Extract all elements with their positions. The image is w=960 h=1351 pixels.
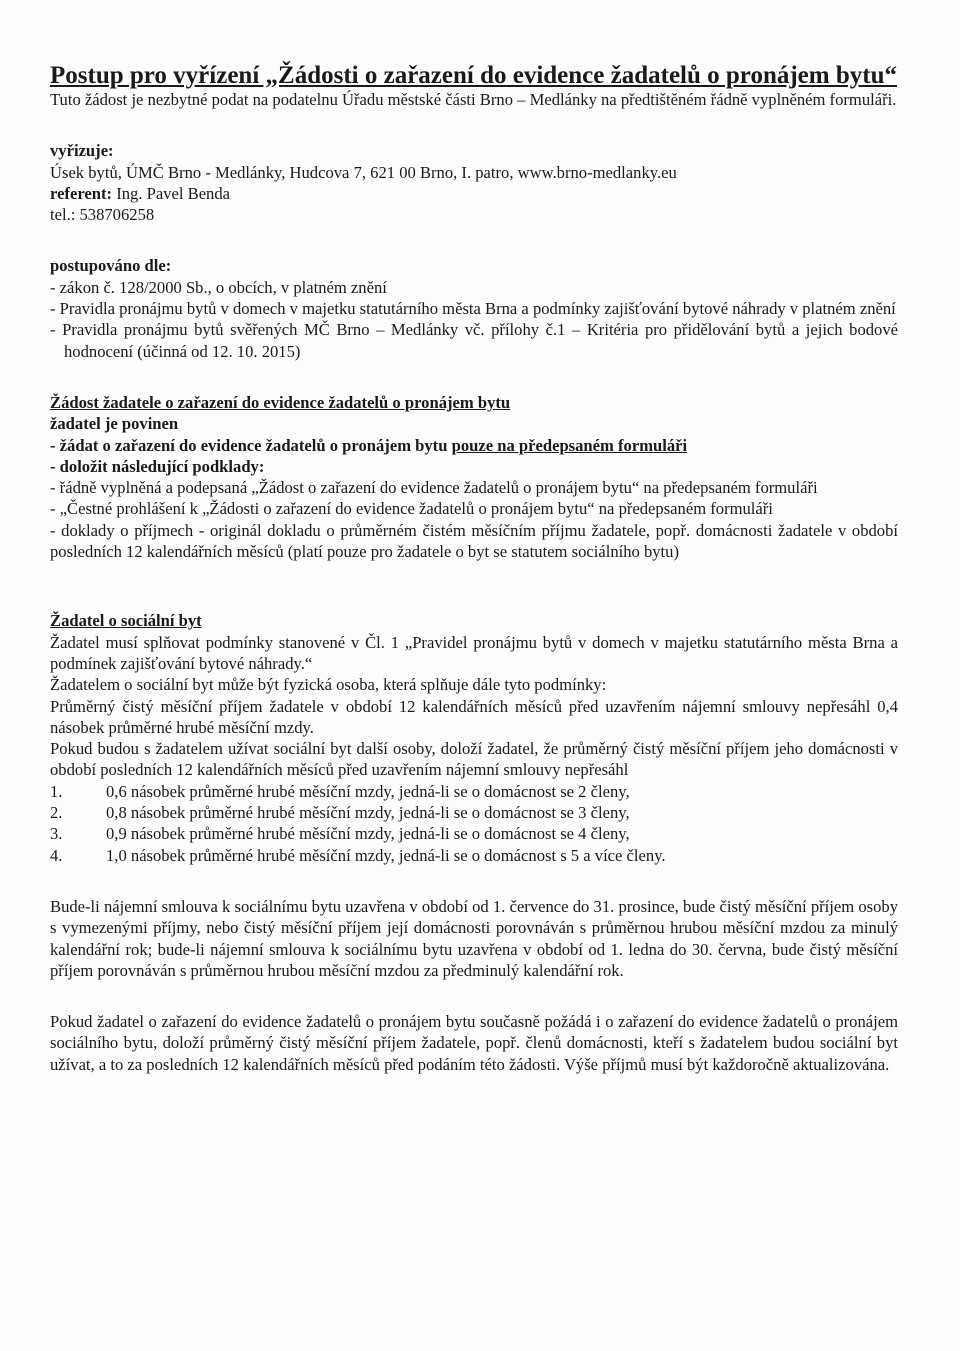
procedure-item: - zákon č. 128/2000 Sb., o obcích, v platném znění [50, 277, 387, 297]
line1-emphasis: pouze na předepsaném formuláři [451, 435, 688, 455]
section1-line2: - doložit následující podklady: [50, 456, 265, 476]
section1-item: - doklady o příjmech - originál dokladu o průměrném čistém měsíčním příjmu žadatele, popř. domácnosti žadatele v období posledních 12 kalendářních měsíců (platí pouze pro žadatele o byt se statutem sociálního bytu) [50, 520, 898, 562]
section2-paragraph: Bude-li nájemní smlouva k sociálnímu bytu uzavřena v období od 1. července do 31. prosince, bude čistý měsíční příjem osoby s vymezenými příjmy, nebo čistý měsíční příjem její domácnosti porovnáván s průměrnou hrubou měsíční mzdou za minulý kalendářní rok; bude-li nájemní smlouva k sociálnímu bytu uzavřena v období od 1. ledna do 30. června, bude čistý měsíční příjem porovnáván s průměrnou hrubou měsíční mzdou za předminulý kalendářní rok. [50, 896, 898, 980]
list-item [50, 802, 898, 823]
list-item-number: 4. [50, 845, 63, 865]
list-item-text: 1,0 násobek průměrné hrubé měsíční mzdy, jedná-li se o domácnost s 5 a více členy. [106, 845, 666, 865]
section1-item: - „Čestné prohlášení k „Žádosti o zařazení do evidence žadatelů o pronájem bytu“ na předepsaném formuláři [50, 499, 773, 519]
list-item-text: 0,8 násobek průměrné hrubé měsíční mzdy, jedná-li se o domácnost se 3 členy, [106, 803, 630, 823]
contact-referent [50, 183, 898, 204]
procedure-item: - Pravidla pronájmu bytů v domech v majetku statutárního města Brna a podmínky zajišťování bytové náhrady v platném znění [50, 299, 896, 319]
referent-name: Ing. Pavel Benda [112, 183, 231, 203]
list-item [50, 845, 898, 866]
section2-paragraph: Žadatel musí splňovat podmínky stanovené v Čl. 1 „Pravidel pronájmu bytů v domech v majetku statutárního města Brna a podmínek zajišťování bytové náhrady.“ [50, 632, 898, 673]
section2-heading: Žadatel o sociální byt [50, 611, 202, 631]
document-content [50, 62, 898, 1075]
intro-paragraph: Tuto žádost je nezbytné podat na podatelnu Úřadu městské části Brno – Medlánky na předtištěném řádně vyplněném formuláři. [50, 90, 897, 109]
line1-text: - žádat o zařazení do evidence žadatelů o pronájem bytu [50, 435, 452, 455]
list-item-number: 1. [50, 781, 63, 801]
list-item-number: 3. [50, 824, 63, 844]
referent-label: referent: [50, 183, 113, 203]
document-title: Postup pro vyřízení „Žádosti o zařazení do evidence žadatelů o pronájem bytu“ [50, 62, 897, 89]
list-item-text: 0,9 násobek průměrné hrubé měsíční mzdy, jedná-li se o domácnost se 4 členy, [106, 824, 630, 844]
procedure-item: - Pravidla pronájmu bytů svěřených MČ Brno – Medlánky vč. přílohy č.1 – Kritéria pro přidělování bytů a jejich bodové hodnocení (účinná od 12. 10. 2015) [50, 320, 898, 361]
contact-tel: tel.: 538706258 [50, 205, 155, 225]
section1-duty: žadatel je povinen [50, 414, 179, 434]
list-item-text: 0,6 násobek průměrné hrubé měsíční mzdy, jedná-li se o domácnost se 2 členy, [106, 781, 630, 801]
contact-label: vyřizuje: [50, 141, 114, 161]
section2-paragraph: Žadatelem o sociální byt může být fyzická osoba, která splňuje dále tyto podmínky: [50, 675, 607, 695]
section1-item: - řádně vyplněná a podepsaná „Žádost o zařazení do evidence žadatelů o pronájem bytu“ na předepsaném formuláři [50, 478, 818, 498]
section2-paragraph: Pokud žadatel o zařazení do evidence žadatelů o pronájem bytu současně požádá i o zařazení do evidence žadatelů o pronájem sociálního bytu, doloží průměrný čistý měsíční příjem žadatele, popř. členů domácnosti, kteří s žadatelem budou sociální byt užívat, a to za posledních 12 kalendářních měsíců před podáním této žádosti. Výše příjmů musí být každoročně aktualizována. [50, 1012, 898, 1074]
section1-heading: Žádost žadatele o zařazení do evidence žadatelů o pronájem bytu [50, 392, 511, 412]
list-item-number: 2. [50, 803, 63, 823]
list-item [50, 823, 898, 844]
list-item [50, 781, 898, 802]
section1-line1 [50, 435, 898, 456]
procedure-label: postupováno dle: [50, 256, 172, 276]
section2-paragraph: Pokud budou s žadatelem užívat sociální byt další osoby, doloží žadatel, že průměrný čistý měsíční příjem jeho domácnosti v období posledních 12 kalendářních měsíců před uzavřením nájemní smlouvy nepřesáhl [50, 739, 898, 780]
section2-paragraph: Průměrný čistý měsíční příjem žadatele v období 12 kalendářních měsíců před uzavřením nájemní smlouvy nepřesáhl 0,4 násobek průměrné hrubé měsíční mzdy. [50, 696, 898, 737]
contact-office: Úsek bytů, ÚMČ Brno - Medlánky, Hudcova 7, 621 00 Brno, I. patro, www.brno-medlanky.eu [50, 162, 677, 182]
